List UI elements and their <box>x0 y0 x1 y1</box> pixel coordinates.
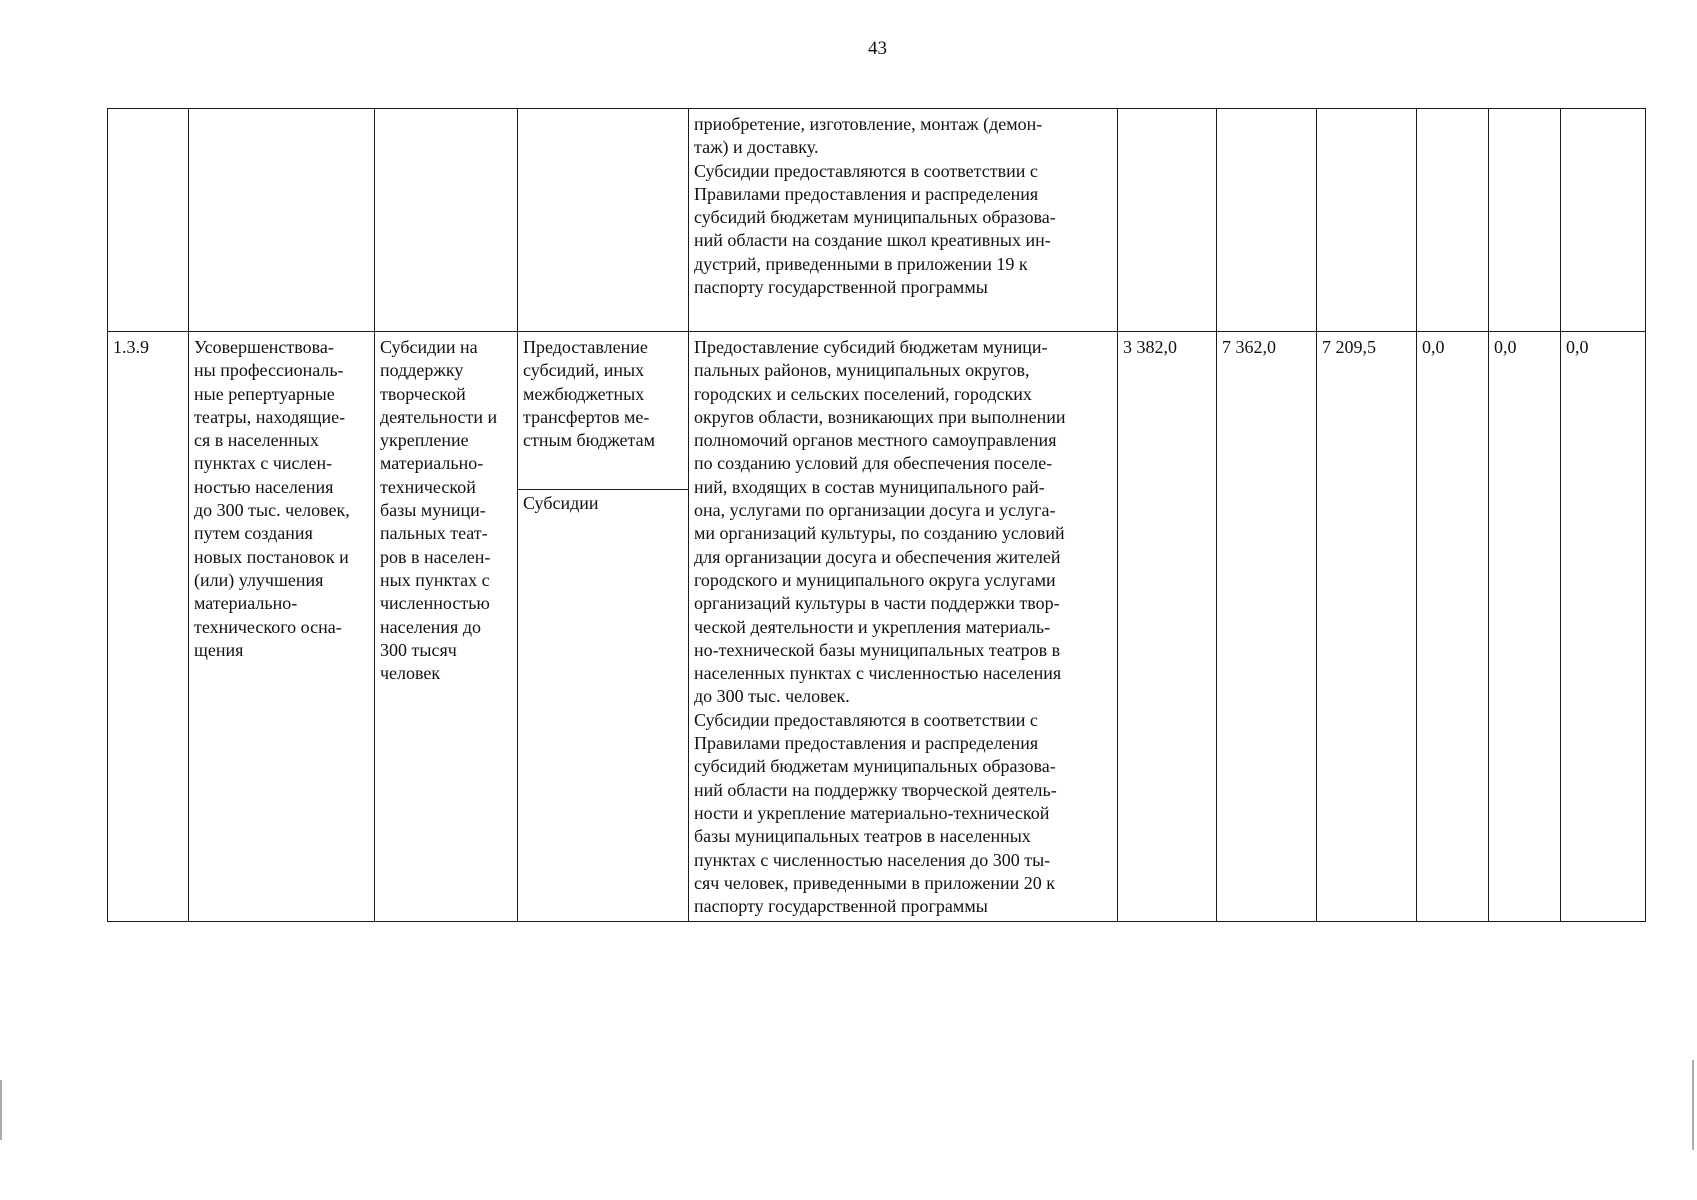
page-number: 43 <box>868 38 887 59</box>
cell-value-empty <box>1489 109 1561 332</box>
cell-description: приобретение, изготовление, монтаж (демон- таж) и доставку. Субсидии предоставляются в соответствии с Правилами предоставления и распределения субсидий бюджетам муниципальных образова- ний области на создание школ креативных ин- дустрий, приведенными в приложении 19 к паспорту государственной программы <box>689 109 1118 332</box>
cell-value-empty <box>1217 109 1317 332</box>
cell-event-empty <box>375 109 518 332</box>
cell-result: Усовершенствова- ны профессиональ- ные репертуарные театры, находящие- ся в населенных пунктах с числен- ностью населения до 300 тыс. человек, путем создания новых постановок и (или) улучшения материально- технического осна- щения <box>189 332 375 922</box>
scan-edge-mark <box>1692 1060 1694 1150</box>
cell-number: 1.3.9 <box>108 332 189 922</box>
cell-type-subsidies: Субсидии <box>523 493 599 513</box>
cell-type-transfers: Предоставление субсидий, иных межбюджетных трансфертов ме- стным бюджетам <box>518 332 688 490</box>
cell-description: Предоставление субсидий бюджетам муници- пальных районов, муниципальных округов, городских и сельских поселений, городских округов области, возникающих при выполнении полномочий органов местного самоуправления по созданию условий для обеспечения поселе- ний, входящих в состав муниципального рай- она, услугами по организации досуга и услуга- ми организаций культуры, по созданию условий для организации досуга и обеспечения жителей городского и муниципального округа услугами организаций культуры в части поддержки твор- ческой деятельности и укрепления материаль- но-технической базы муниципальных театров в населенных пунктах с численностью населения до 300 тыс. человек. Субсидии предоставляются в соответствии с Правилами предоставления и распределения субсидий бюджетам муниципальных образова- ний области на поддержку творческой деятель- ности и укрепление материально-технической базы муниципальных театров в населенных пунктах с численностью населения до 300 ты- сяч человек, приведенными в приложении 20 к паспорту государственной программы <box>689 332 1118 922</box>
cell-event: Субсидии на поддержку творческой деятельности и укрепление материально- технической базы муници- пальных теат- ров в населен- ных пунктах с численностью населения до 300 тысяч человек <box>375 332 518 922</box>
cell-number-empty <box>108 109 189 332</box>
cell-value-2: 7 362,0 <box>1217 332 1317 922</box>
cell-value-1: 3 382,0 <box>1118 332 1217 922</box>
cell-value-empty <box>1561 109 1646 332</box>
scan-edge-mark <box>0 1080 2 1140</box>
program-table <box>107 108 1646 922</box>
cell-value-6: 0,0 <box>1561 332 1646 922</box>
cell-value-5: 0,0 <box>1489 332 1561 922</box>
table-row-1-3-9 <box>108 332 1646 922</box>
cell-value-empty <box>1317 109 1417 332</box>
cell-value-4: 0,0 <box>1417 332 1489 922</box>
cell-result-empty <box>189 109 375 332</box>
cell-value-empty <box>1417 109 1489 332</box>
table-row-continuation <box>108 109 1646 332</box>
cell-type <box>518 332 689 922</box>
cell-value-empty <box>1118 109 1217 332</box>
cell-type-empty <box>518 109 689 332</box>
cell-value-3: 7 209,5 <box>1317 332 1417 922</box>
